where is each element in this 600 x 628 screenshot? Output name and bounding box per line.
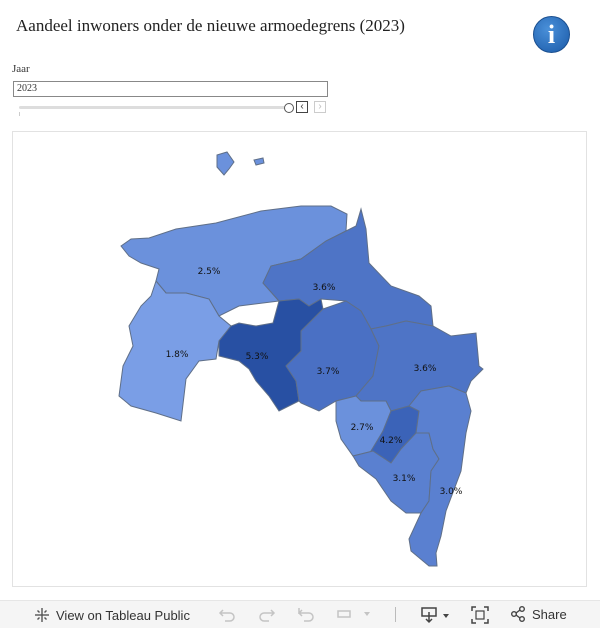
view-on-tableau-label: View on Tableau Public <box>56 607 190 623</box>
page-title: Aandeel inwoners onder de nieuwe armoedegrens (2023) <box>16 16 405 35</box>
region-label: 3.7% <box>316 367 340 377</box>
fullscreen-icon[interactable] <box>471 606 489 624</box>
download-icon[interactable] <box>420 606 452 624</box>
share-icon <box>510 606 526 622</box>
slider-tick <box>19 112 20 116</box>
map-panel <box>12 131 587 587</box>
revert-icon[interactable] <box>297 606 315 622</box>
pause-updates-icon[interactable] <box>336 606 372 622</box>
filter-label: Jaar <box>12 63 30 75</box>
toolbar-divider <box>395 607 396 622</box>
region-label: 3.6% <box>312 283 336 293</box>
region-label: 2.5% <box>197 267 221 277</box>
year-slider-track[interactable] <box>19 106 289 109</box>
year-slider-thumb[interactable] <box>284 103 294 113</box>
tableau-logo-icon <box>34 607 50 623</box>
choropleth-map[interactable] <box>13 132 588 588</box>
island-west <box>217 152 234 175</box>
redo-icon[interactable] <box>258 606 276 622</box>
region-label: 3.1% <box>392 474 416 484</box>
previous-year-button[interactable]: ‹ <box>296 101 308 113</box>
share-button[interactable] <box>510 606 567 622</box>
year-filter-select[interactable]: 2023 <box>13 81 328 97</box>
region-label: 5.3% <box>245 352 269 362</box>
toolbar-footer <box>0 600 600 628</box>
undo-icon[interactable] <box>218 606 236 622</box>
region-label: 1.8% <box>165 350 189 360</box>
region-label: 3.6% <box>413 364 437 374</box>
share-label: Share <box>532 606 567 622</box>
region-label: 3.0% <box>439 487 463 497</box>
view-on-tableau-link[interactable] <box>34 607 190 623</box>
region-label: 2.7% <box>350 423 374 433</box>
info-icon[interactable]: i <box>533 16 570 53</box>
region-label: 4.2% <box>379 436 403 446</box>
island-east <box>254 158 264 165</box>
next-year-button[interactable]: › <box>314 101 326 113</box>
